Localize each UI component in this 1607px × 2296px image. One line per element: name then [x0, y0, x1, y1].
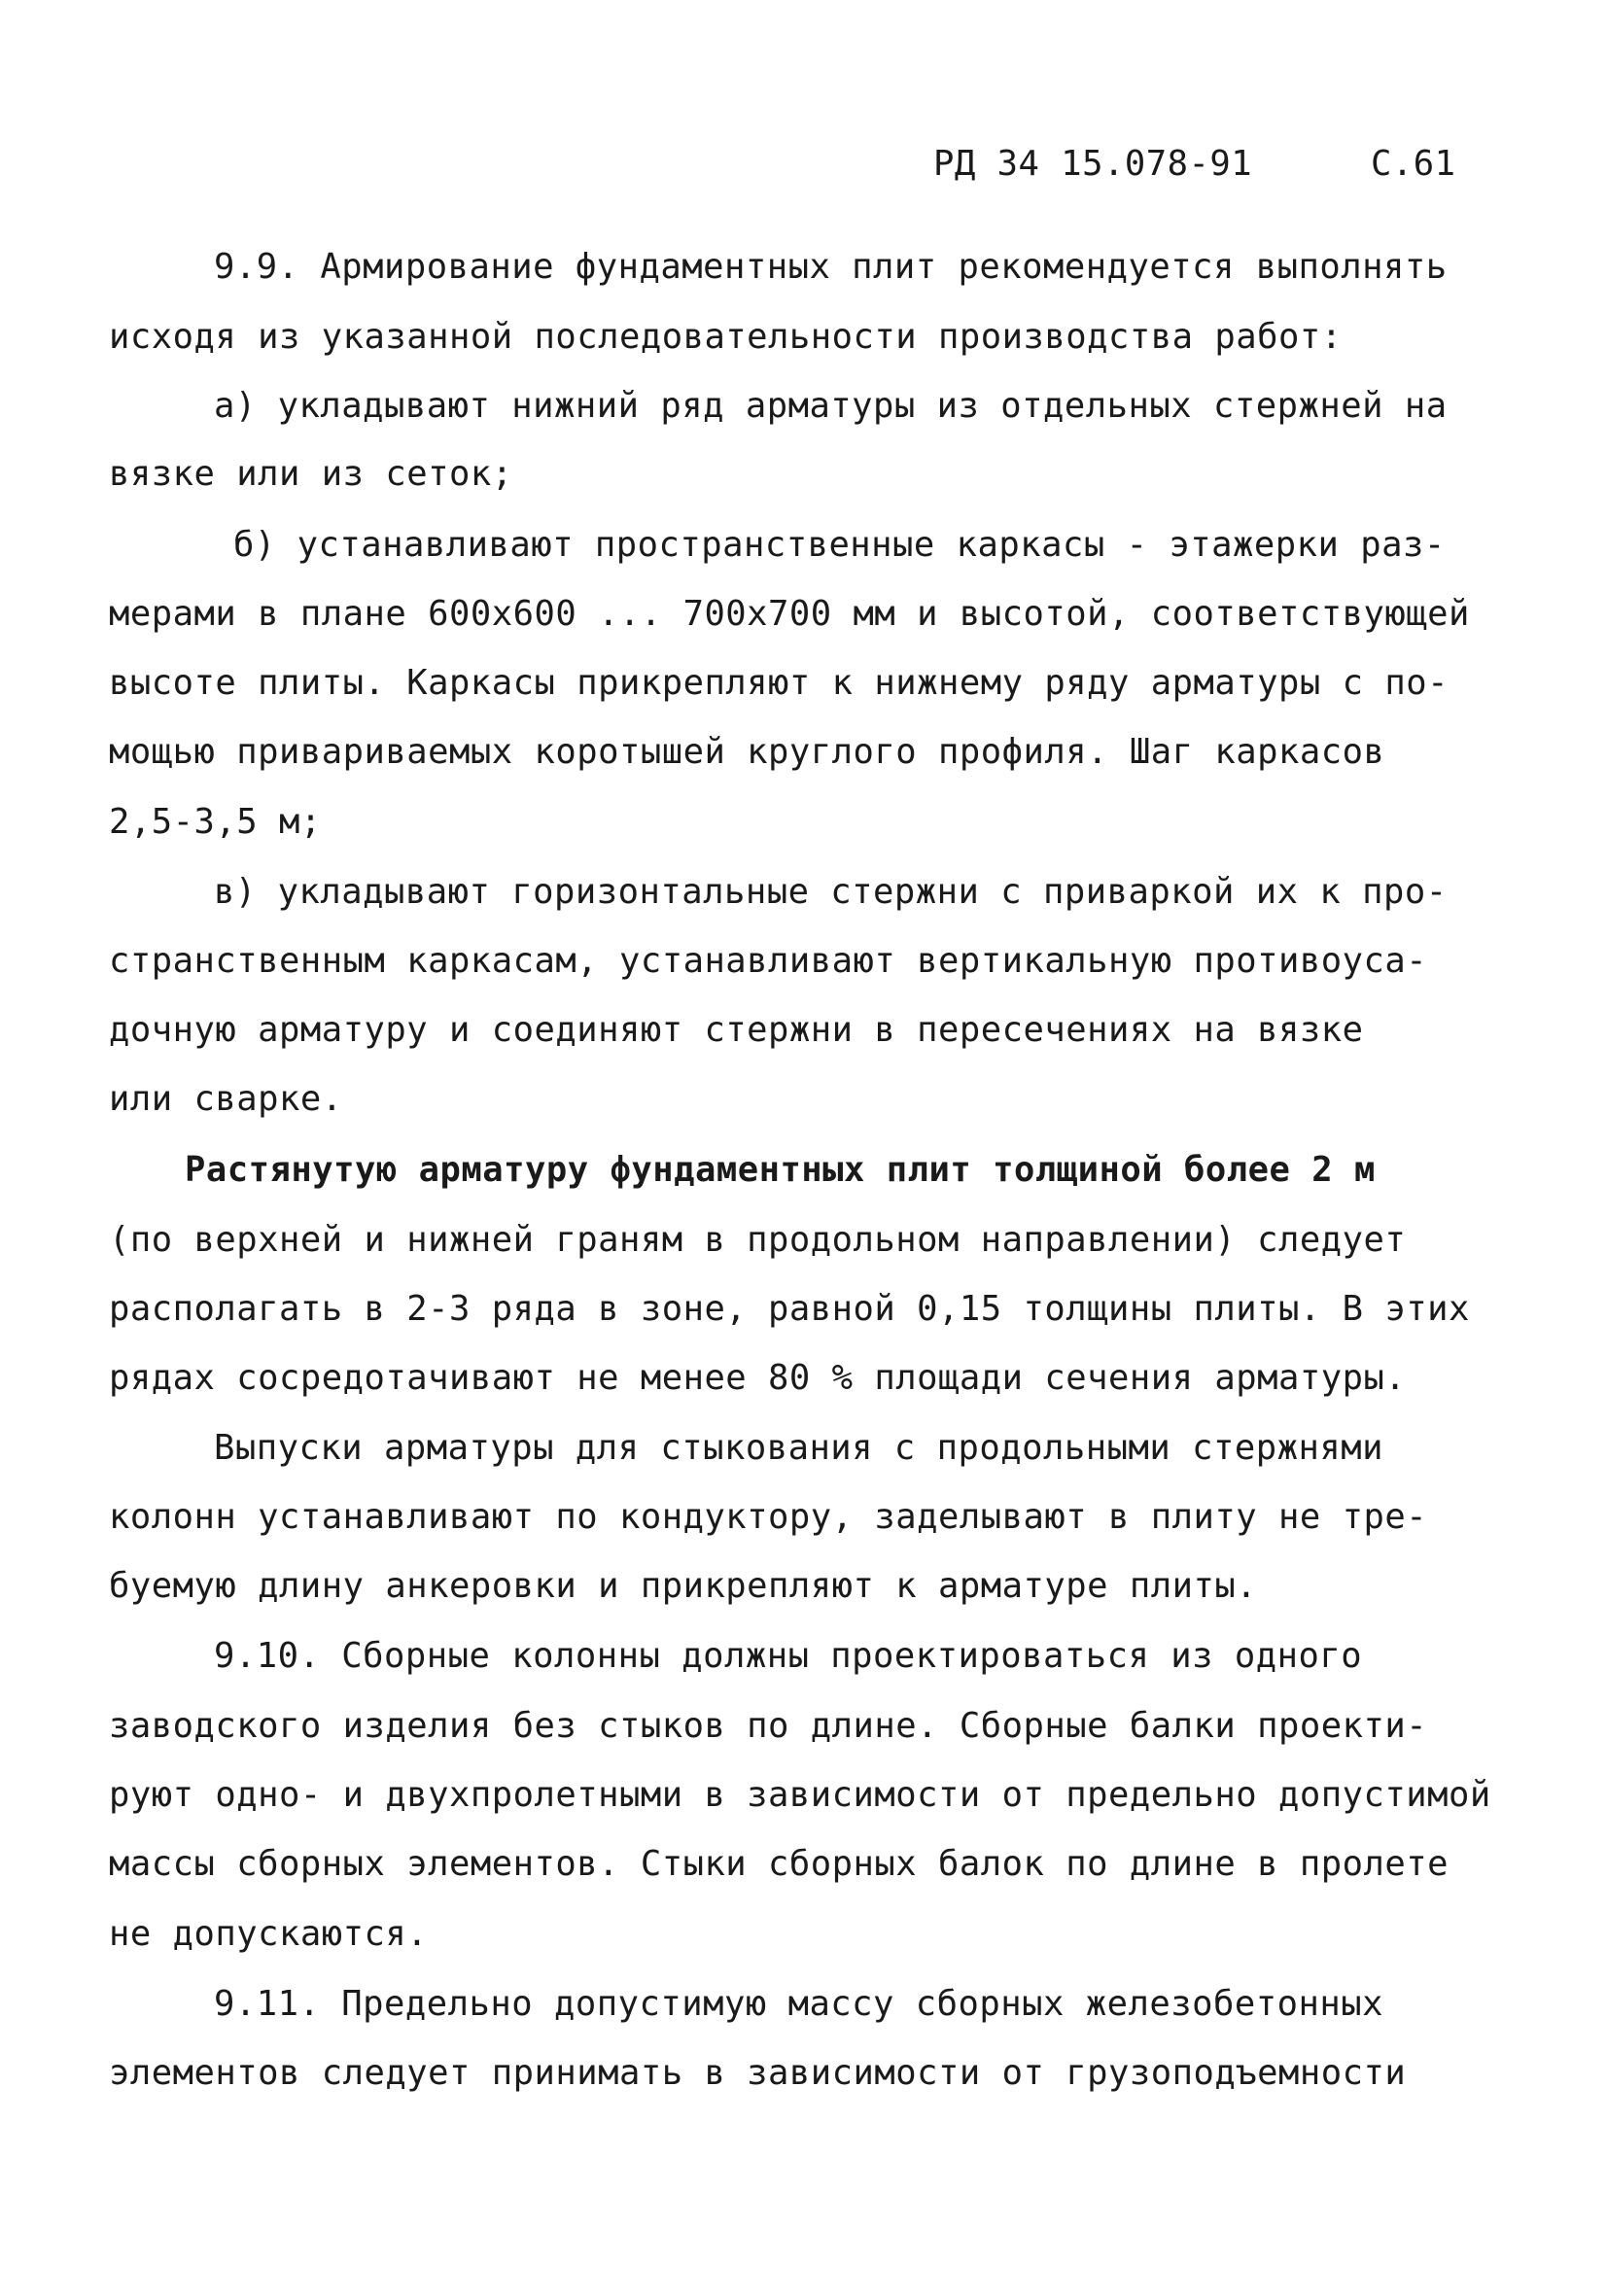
- text-line: 9.10. Сборные колонны должны проектироваться из одного: [214, 1636, 1363, 1676]
- text-line: мощью привариваемых коротышей круглого профиля. Шаг каркасов: [109, 732, 1385, 772]
- text-line: (по верхней и нижней граням в продольном направлении) следует: [109, 1220, 1407, 1260]
- text-line: а) укладывают нижний ряд арматуры из отдельных стержней на: [214, 386, 1448, 426]
- text-line: или сварке.: [109, 1079, 343, 1119]
- text-line: высоте плиты. Каркасы прикрепляют к нижнему ряду арматуры с по-: [109, 663, 1449, 703]
- text-line: вязке или из сеток;: [109, 454, 513, 494]
- text-line: дочную арматуру и соединяют стержни в пересечениях на вязке: [109, 1010, 1364, 1050]
- text-line: не допускаются.: [109, 1914, 429, 1954]
- document-code: РД 34 15.078-91: [933, 144, 1253, 184]
- text-line: 2,5-3,5 м;: [109, 802, 322, 842]
- text-line: руют одно- и двухпролетными в зависимости от предельно допустимой: [109, 1775, 1491, 1815]
- page-header: [933, 144, 1478, 184]
- text-line: мерами в плане 600х600 ... 700х700 мм и высотой, соответствующей: [109, 594, 1470, 634]
- text-line: Выпуски арматуры для стыкования с продольными стержнями: [214, 1428, 1384, 1468]
- text-line: располагать в 2-3 ряда в зоне, равной 0,15 толщины плиты. В этих: [109, 1289, 1470, 1329]
- text-line: буемую длину анкеровки и прикрепляют к арматуре плиты.: [109, 1566, 1258, 1606]
- text-line: колонн устанавливают по кондуктору, заделывают в плиту не тре-: [109, 1497, 1428, 1537]
- text-line: 9.11. Предельно допустимую массу сборных железобетонных: [214, 1984, 1384, 2024]
- text-line: б) устанавливают пространственные каркасы - этажерки раз-: [233, 525, 1446, 565]
- text-line: элементов следует принимать в зависимости от грузоподъемности: [109, 2053, 1407, 2093]
- text-line: в) укладывают горизонтальные стержни с приваркой их к про-: [214, 872, 1448, 912]
- text-line: 9.9. Армирование фундаментных плит рекомендуется выполнять: [214, 247, 1448, 287]
- text-line: массы сборных элементов. Стыки сборных балок по длине в пролете: [109, 1844, 1449, 1884]
- page-number: С.61: [1371, 144, 1456, 184]
- text-line: Растянутую арматуру фундаментных плит толщиной более 2 м: [185, 1150, 1376, 1190]
- text-line: рядах сосредотачивают не менее 80 % площади сечения арматуры.: [109, 1358, 1407, 1398]
- text-line: странственным каркасам, устанавливают вертикальную противоуса-: [109, 941, 1428, 981]
- text-line: заводского изделия без стыков по длине. Сборные балки проекти-: [109, 1706, 1428, 1746]
- text-line: исходя из указанной последовательности производства работ:: [109, 317, 1343, 357]
